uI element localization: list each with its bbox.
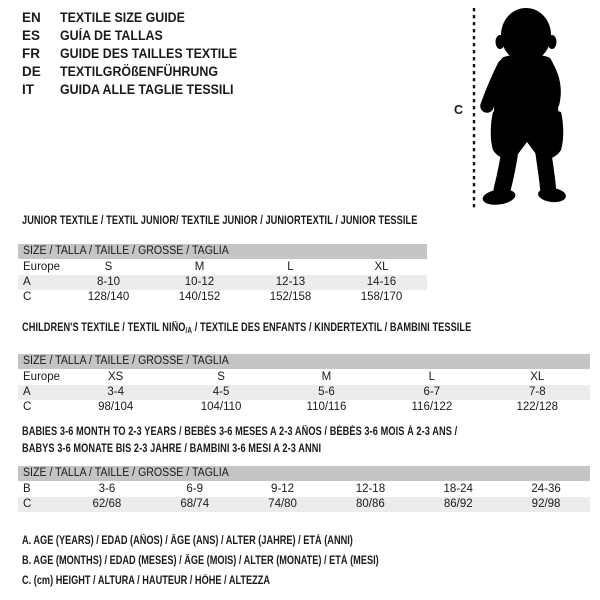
legend-line-b: B. AGE (MONTHS) / EDAD (MESES) / ÂGE (MOIS) / ALTER (MONATE) / ETÀ (MESI) (22, 555, 379, 567)
section-children (18, 320, 590, 415)
size-value-cell: 86/92 (414, 497, 502, 512)
row-label-cell: A (18, 275, 63, 290)
babies-size-table-body (18, 482, 590, 512)
size-header-band: SIZE / TALLA / TAILLE / GRÖSSE / TAGLIA (18, 466, 590, 481)
size-value-cell: 80/86 (326, 497, 414, 512)
section-title: JUNIOR TEXTILE / TEXTIL JUNIOR/ TEXTILE JUNIOR / JUNIORTEXTIL / JUNIOR TESSILE (22, 215, 418, 227)
table-row (18, 385, 590, 400)
size-value-cell: 98/104 (98, 401, 134, 413)
junior-size-table-body (18, 260, 427, 305)
language-row-fr (22, 45, 253, 63)
row-label-cell: Europe (23, 261, 61, 273)
size-value-cell: 14-16 (336, 275, 427, 290)
language-title: GUÍA DE TALLAS (60, 28, 163, 43)
children-size-table (18, 370, 590, 415)
children-size-table-body (18, 370, 590, 415)
size-value-cell: L (287, 261, 294, 273)
size-value-cell: 68/74 (151, 497, 239, 512)
row-label-cell: A (18, 385, 63, 400)
size-value-cell: M (321, 371, 332, 383)
babies-size-table (18, 482, 590, 512)
language-code: DE (22, 64, 41, 79)
baby-silhouette (482, 8, 567, 207)
size-value-cell: 92/98 (502, 497, 590, 512)
table-row (18, 290, 427, 305)
language-row-it (22, 81, 253, 99)
size-value-cell: 6-9 (186, 483, 204, 495)
language-code: FR (22, 46, 40, 61)
table-row (18, 260, 427, 275)
size-value-cell: 116/122 (411, 401, 453, 413)
row-label-cell: C (23, 401, 32, 413)
size-value-cell: 104/110 (200, 401, 242, 413)
size-value-cell: 24-36 (531, 483, 561, 495)
size-value-cell: S (217, 371, 225, 383)
baby-silhouette-graphic (440, 0, 600, 220)
language-code: EN (22, 10, 41, 25)
gender-subscript: /A (185, 326, 193, 335)
language-title: GUIDA ALLE TAGLIE TESSILI (60, 82, 234, 97)
language-code: IT (22, 82, 34, 97)
section-title: BABIES 3-6 MONTH TO 2-3 YEARS / BEBÉS 3-6 MESES A 2-3 AÑOS / BÉBÉS 3-6 MOIS À 2-3 ANS / BABYS 3-6 MONATE BIS 2-3 JAHRE / BAMBINI 3-6 MESI A 2-3 ANNI (22, 426, 458, 455)
size-header-band: SIZE / TALLA / TAILLE / GRÖSSE / TAGLIA (18, 244, 427, 259)
language-code: ES (22, 28, 41, 43)
size-value-cell: 122/128 (516, 401, 559, 413)
size-header-band: SIZE / TALLA / TAILLE / GRÖSSE / TAGLIA (18, 354, 590, 369)
row-label-cell: Europe (23, 371, 61, 383)
size-value-cell: M (194, 261, 205, 273)
size-value-cell: 152/158 (269, 291, 312, 303)
size-value-cell: XL (374, 261, 389, 273)
size-value-cell: 8-10 (63, 275, 154, 290)
size-value-cell: 128/140 (87, 291, 130, 303)
size-value-cell: 110/116 (306, 401, 347, 413)
row-label-cell: C (23, 291, 32, 303)
size-value-cell: 3-4 (63, 385, 168, 400)
size-value-cell: 12-13 (245, 275, 336, 290)
language-title-block (22, 9, 253, 99)
language-title: GUIDE DES TAILLES TEXTILE (60, 46, 238, 61)
language-row-en (22, 9, 253, 27)
size-value-cell: 158/170 (360, 291, 403, 303)
size-value-cell: 140/152 (178, 291, 221, 303)
size-value-cell: 4-5 (168, 385, 273, 400)
baby-figure-area (440, 0, 600, 220)
table-row (18, 400, 590, 415)
table-row (18, 275, 427, 290)
language-title: TEXTILE SIZE GUIDE (60, 10, 185, 25)
size-value-cell: 6-7 (379, 385, 484, 400)
size-value-cell: 18-24 (443, 483, 473, 495)
language-title: TEXTILGRÖßENFÜHRUNG (60, 64, 219, 79)
size-value-cell: 12-18 (355, 483, 386, 495)
size-value-cell: 62/68 (63, 497, 151, 512)
table-row (18, 497, 590, 512)
section-junior (18, 213, 427, 305)
language-row-es (22, 27, 253, 45)
measurement-legend (22, 531, 468, 591)
size-value-cell: XL (530, 371, 545, 383)
size-value-cell: 9-12 (271, 483, 295, 495)
table-row (18, 482, 590, 497)
table-row (18, 370, 590, 385)
size-value-cell: XS (108, 371, 124, 383)
junior-size-table (18, 260, 427, 305)
height-measure-label: C (454, 103, 464, 117)
legend-line-a: A. AGE (YEARS) / EDAD (AÑOS) / ÂGE (ANS) / ALTER (JAHRE) / ETÀ (ANNI) (22, 535, 353, 547)
row-label-cell: C (18, 497, 63, 512)
legend-line-c: C. (cm) HEIGHT / ALTURA / HAUTEUR / HÖHE / ALTEZZA (22, 575, 271, 587)
size-value-cell: 74/80 (239, 497, 327, 512)
size-value-cell: 3-6 (98, 483, 116, 495)
size-value-cell: 10-12 (154, 275, 245, 290)
language-row-de (22, 63, 253, 81)
size-value-cell: 5-6 (274, 385, 379, 400)
section-babies (18, 424, 590, 512)
size-value-cell: 7-8 (485, 385, 590, 400)
row-label-cell: B (23, 483, 31, 495)
size-value-cell: S (104, 261, 113, 273)
size-value-cell: L (428, 371, 436, 383)
section-title: CHILDREN'S TEXTILE / TEXTIL $NIÑO_{/A}$ / TEXTILE DES ENFANTS / KINDERTEXTIL / BAMBINI TESSILE (22, 322, 472, 335)
